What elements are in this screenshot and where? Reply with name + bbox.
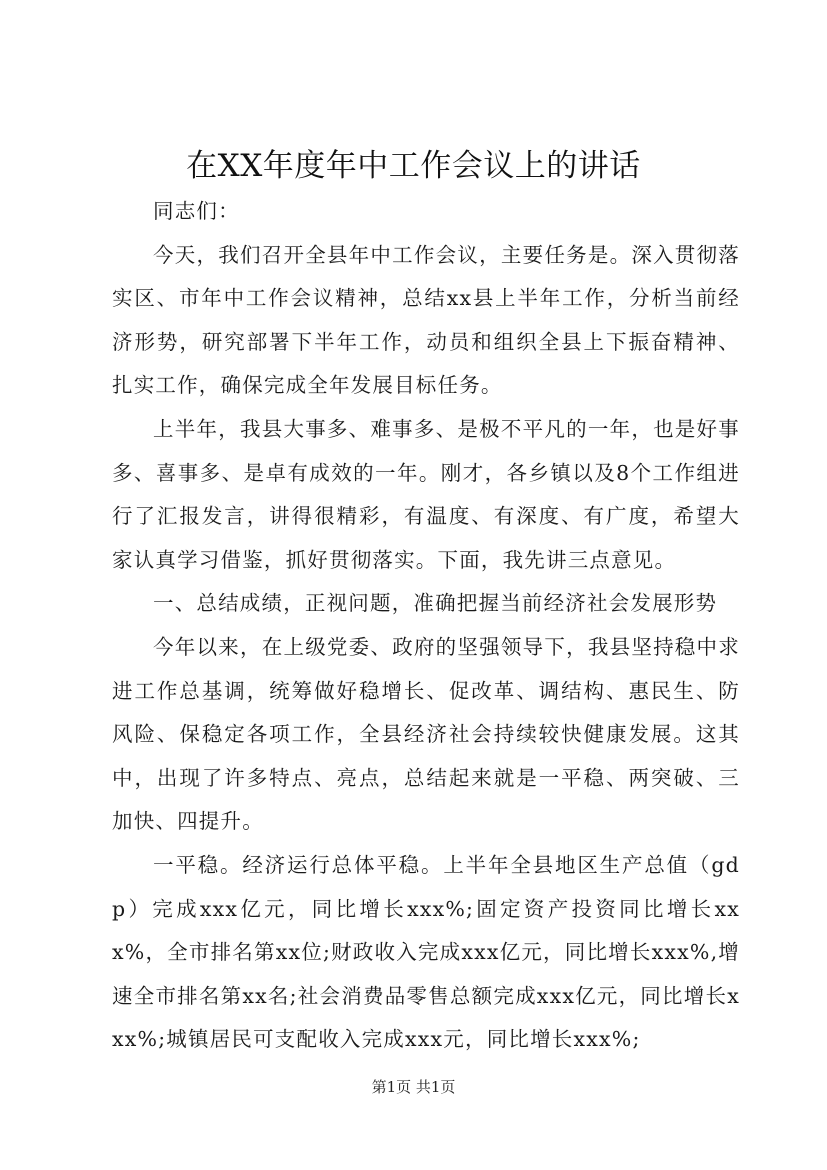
intro-paragraph: 今天，我们召开全县年中工作会议，主要任务是。深入贯彻落实区、市年中工作会议精神，总结xx县上半年工作，分析当前经济形势，研究部署下半年工作，动员和组织全县上下振奋精神、扎实工作，确保完成全年发展目标任务。 [112, 242, 740, 398]
achievements-paragraph: 今年以来，在上级党委、政府的坚强领导下，我县坚持稳中求进工作总基调，统筹做好稳增长、促改革、调结构、惠民生、防风险、保稳定各项工作，全县经济社会持续较快健康发展。这其中，出现了许多特点、亮点，总结起来就是一平稳、两突破、三加快、四提升。 [112, 634, 740, 834]
first-half-paragraph: 上半年，我县大事多、难事多、是极不平凡的一年，也是好事多、喜事多、是卓有成效的一年。刚才，各乡镇以及8个工作组进行了汇报发言，讲得很精彩，有温度、有深度、有广度，希望大家认真学习借鉴，抓好贯彻落实。下面，我先讲三点意见。 [112, 416, 740, 572]
salutation-paragraph: 同志们： [153, 199, 240, 223]
page-number: 第1页 共1页 [371, 1078, 456, 1096]
economy-stable-paragraph: 一平稳。经济运行总体平稳。上半年全县地区生产总值（gdp）完成xxx亿元，同比增长xxx%;固定资产投资同比增长xxx%，全市排名第xx位;财政收入完成xxx亿元，同比增长xxx%,增速全市排名第xx名;社会消费品零售总额完成xxx亿元，同比增长xxx%;城镇居民可支配收入完成xxx元，同比增长xxx%; [112, 852, 740, 1052]
section-heading-1: 一、总结成绩，正视问题，准确把握当前经济社会发展形势 [153, 591, 718, 616]
document-body [112, 190, 740, 1062]
document-title: 在XX年度年中工作会议上的讲话 [186, 148, 641, 184]
